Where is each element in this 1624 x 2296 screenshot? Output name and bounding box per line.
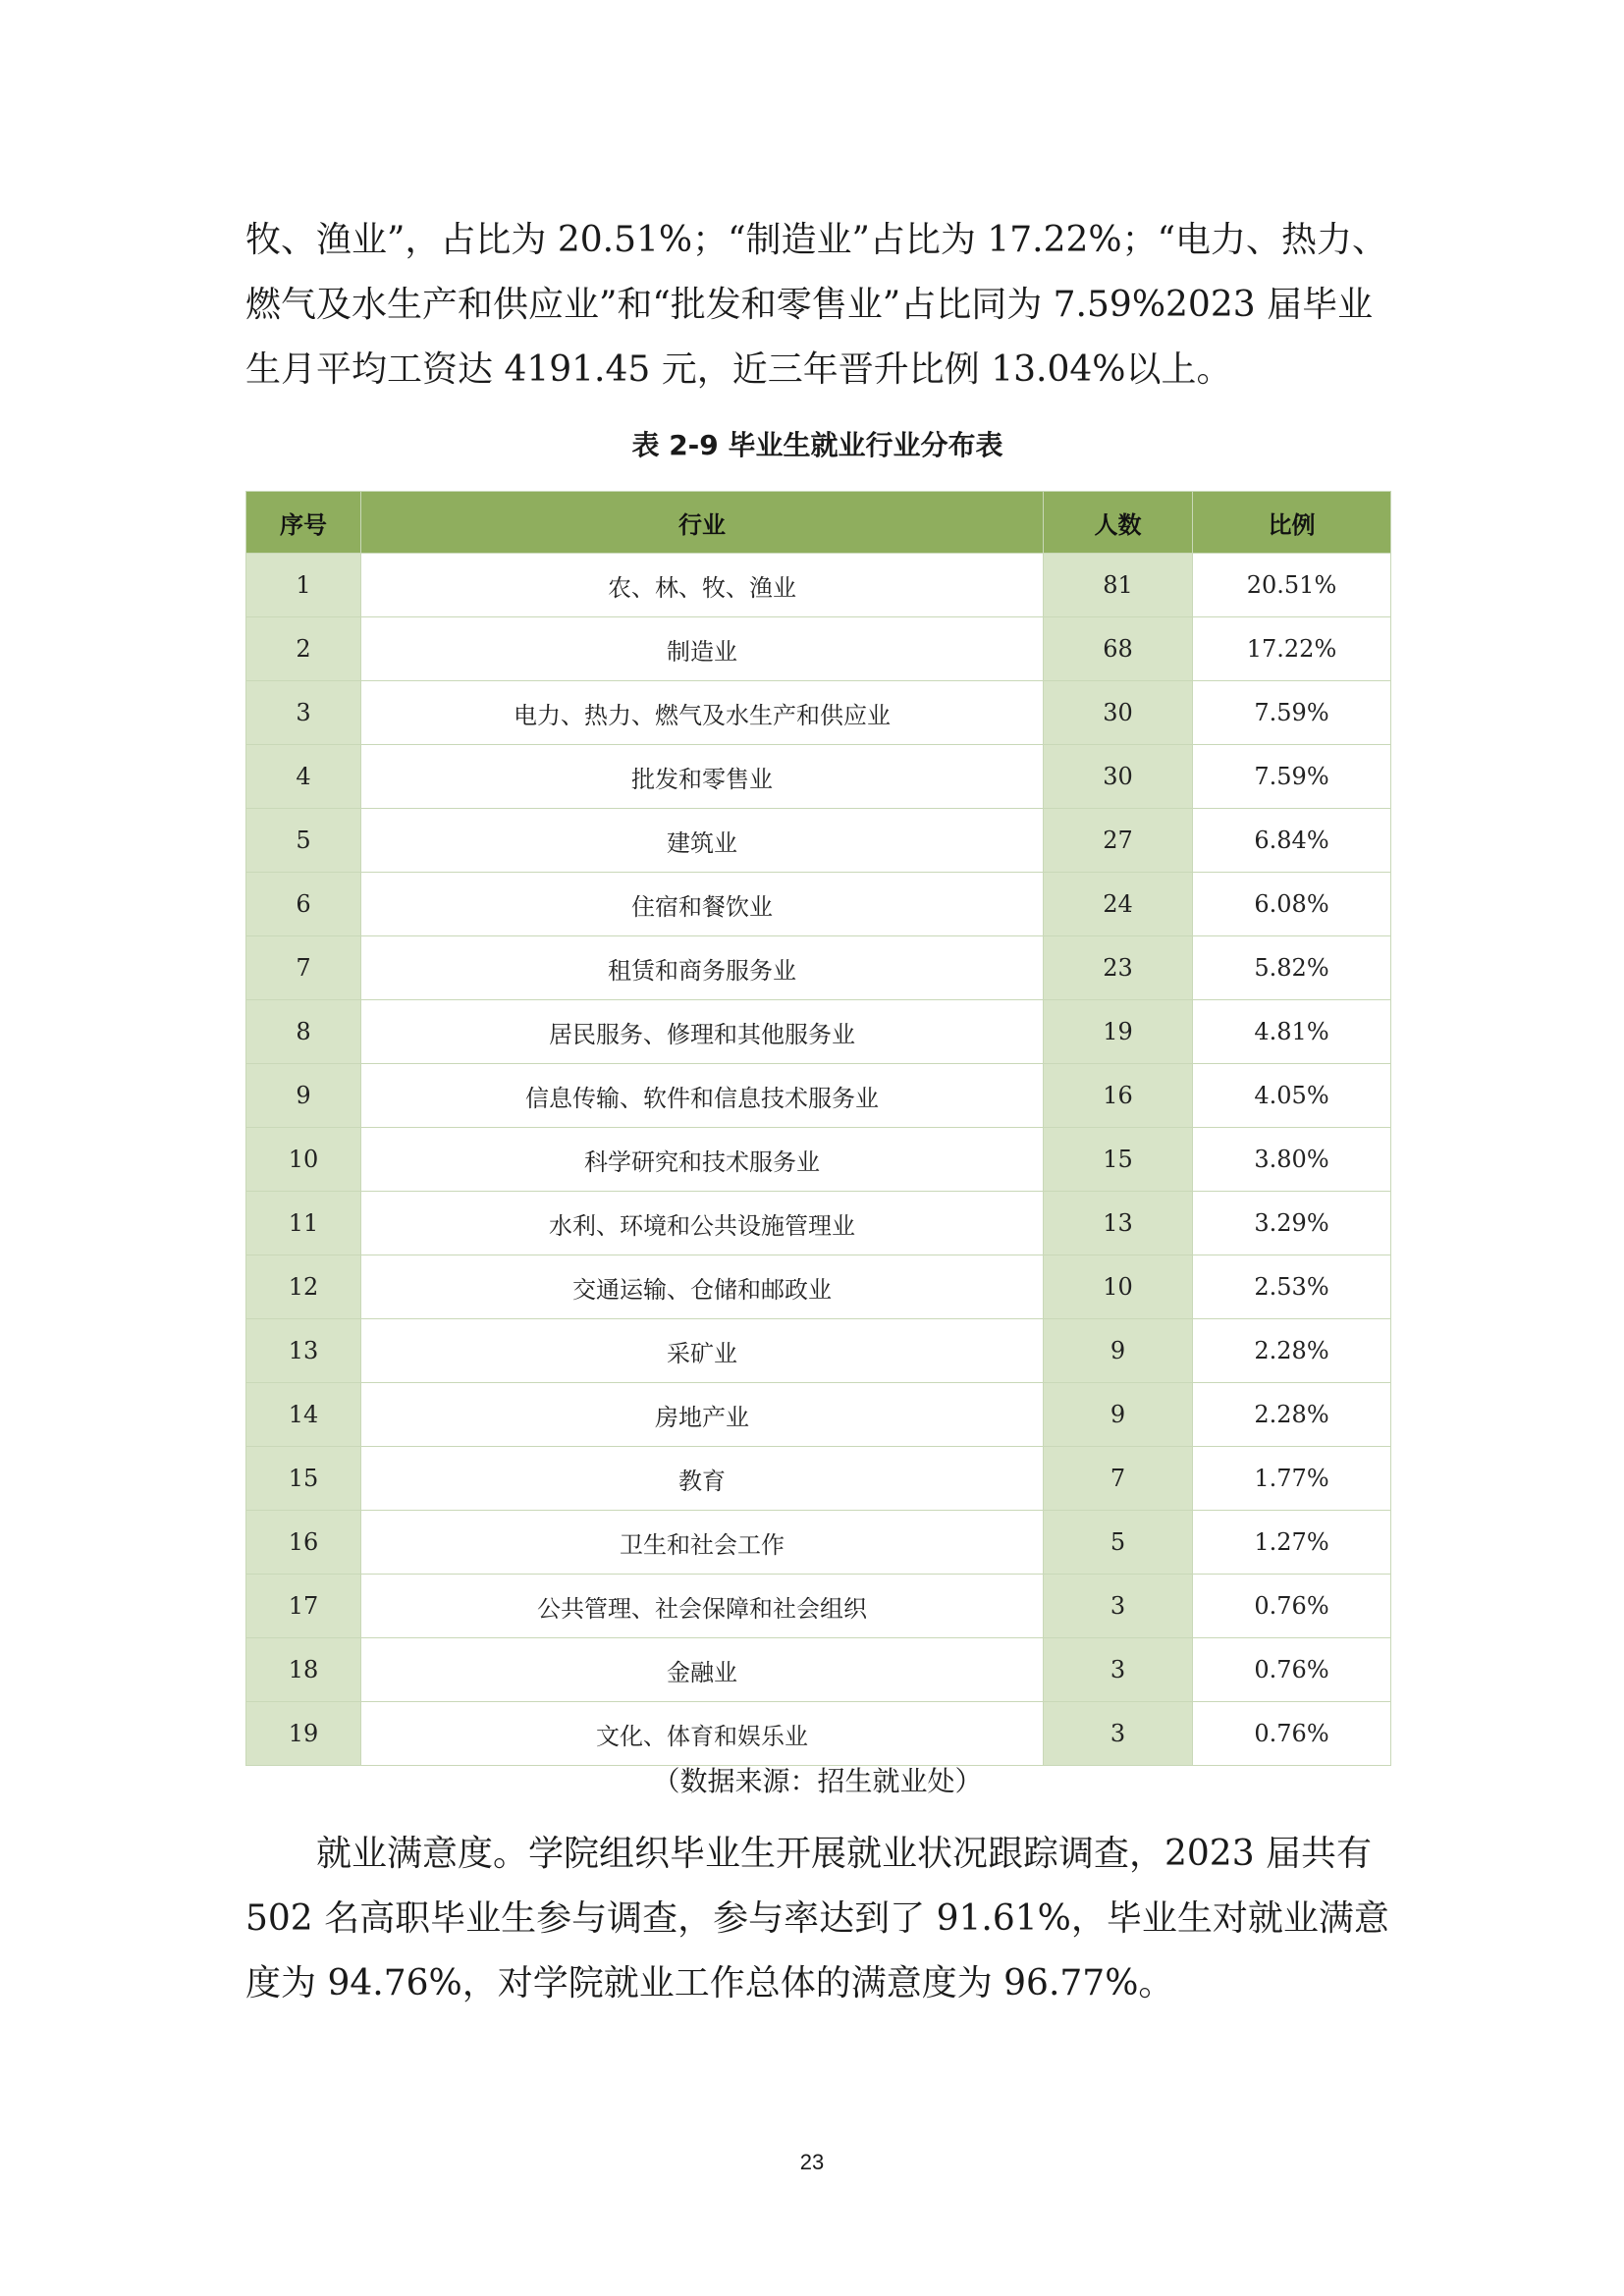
table-row (246, 1702, 1391, 1766)
table-row (246, 1192, 1391, 1255)
row-ratio: 0.76% (1193, 1702, 1391, 1766)
row-industry: 采矿业 (361, 1319, 1044, 1383)
row-ratio: 7.59% (1193, 745, 1391, 809)
row-index: 2 (246, 617, 361, 681)
table-row (246, 809, 1391, 873)
satisfaction-paragraph: 就业满意度。学院组织毕业生开展就业状况跟踪调查，2023 届共有 502 名高职毕业生参与调查，参与率达到了 91.61%，毕业生对就业满意度为 94.76%，对学院就业工作总体的满意度为 96.77%。 (245, 1834, 1389, 2003)
row-index: 1 (246, 554, 361, 617)
row-count: 9 (1044, 1383, 1193, 1447)
row-ratio: 5.82% (1193, 936, 1391, 1000)
table-row (246, 1511, 1391, 1575)
row-industry: 交通运输、仓储和邮政业 (361, 1255, 1044, 1319)
table-row (246, 1064, 1391, 1128)
row-ratio: 3.29% (1193, 1192, 1391, 1255)
row-index: 10 (246, 1128, 361, 1192)
row-ratio: 4.81% (1193, 1000, 1391, 1064)
row-index: 6 (246, 873, 361, 936)
row-industry: 公共管理、社会保障和社会组织 (361, 1575, 1044, 1638)
row-ratio: 2.28% (1193, 1383, 1391, 1447)
row-index: 14 (246, 1383, 361, 1447)
row-count: 24 (1044, 873, 1193, 936)
table-row (246, 745, 1391, 809)
row-count: 3 (1044, 1575, 1193, 1638)
row-ratio: 7.59% (1193, 681, 1391, 745)
row-industry: 批发和零售业 (361, 745, 1044, 809)
header-ratio: 比例 (1193, 492, 1391, 554)
table-header-row (246, 492, 1391, 554)
table-caption: 表 2-9 毕业生就业行业分布表 (631, 429, 1003, 461)
row-industry: 卫生和社会工作 (361, 1511, 1044, 1575)
row-count: 3 (1044, 1638, 1193, 1702)
table-row (246, 1447, 1391, 1511)
row-ratio: 2.28% (1193, 1319, 1391, 1383)
row-ratio: 2.53% (1193, 1255, 1391, 1319)
row-count: 13 (1044, 1192, 1193, 1255)
row-index: 19 (246, 1702, 361, 1766)
row-index: 5 (246, 809, 361, 873)
row-count: 30 (1044, 745, 1193, 809)
row-count: 16 (1044, 1064, 1193, 1128)
row-count: 10 (1044, 1255, 1193, 1319)
row-industry: 文化、体育和娱乐业 (361, 1702, 1044, 1766)
row-industry: 金融业 (361, 1638, 1044, 1702)
row-count: 15 (1044, 1128, 1193, 1192)
row-index: 15 (246, 1447, 361, 1511)
row-count: 23 (1044, 936, 1193, 1000)
row-ratio: 0.76% (1193, 1638, 1391, 1702)
row-index: 18 (246, 1638, 361, 1702)
row-industry: 房地产业 (361, 1383, 1044, 1447)
row-count: 19 (1044, 1000, 1193, 1064)
row-count: 27 (1044, 809, 1193, 873)
row-index: 4 (246, 745, 361, 809)
row-index: 13 (246, 1319, 361, 1383)
row-industry: 教育 (361, 1447, 1044, 1511)
row-count: 68 (1044, 617, 1193, 681)
table-row (246, 681, 1391, 745)
row-ratio: 1.77% (1193, 1447, 1391, 1511)
row-ratio: 17.22% (1193, 617, 1391, 681)
table-row (246, 1128, 1391, 1192)
row-ratio: 3.80% (1193, 1128, 1391, 1192)
table-row (246, 1638, 1391, 1702)
row-index: 7 (246, 936, 361, 1000)
row-index: 16 (246, 1511, 361, 1575)
row-count: 5 (1044, 1511, 1193, 1575)
row-ratio: 20.51% (1193, 554, 1391, 617)
row-industry: 农、林、牧、渔业 (361, 554, 1044, 617)
row-ratio: 6.84% (1193, 809, 1391, 873)
row-industry: 电力、热力、燃气及水生产和供应业 (361, 681, 1044, 745)
row-industry: 信息传输、软件和信息技术服务业 (361, 1064, 1044, 1128)
intro-paragraph: 牧、渔业”，占比为 20.51%；“制造业”占比为 17.22%；“电力、热力、燃气及水生产和供应业”和“批发和零售业”占比同为 7.59%2023 届毕业生月平均工资达 4191.45 元，近三年晋升比例 13.04%以上。 (245, 220, 1388, 390)
row-industry: 建筑业 (361, 809, 1044, 873)
row-index: 17 (246, 1575, 361, 1638)
row-index: 8 (246, 1000, 361, 1064)
table-row (246, 873, 1391, 936)
table-row (246, 617, 1391, 681)
row-industry: 租赁和商务服务业 (361, 936, 1044, 1000)
header-industry: 行业 (361, 492, 1044, 554)
row-industry: 制造业 (361, 617, 1044, 681)
row-count: 30 (1044, 681, 1193, 745)
row-count: 3 (1044, 1702, 1193, 1766)
table-row (246, 936, 1391, 1000)
row-industry: 科学研究和技术服务业 (361, 1128, 1044, 1192)
row-count: 9 (1044, 1319, 1193, 1383)
table-row (246, 1383, 1391, 1447)
header-index: 序号 (246, 492, 361, 554)
row-index: 12 (246, 1255, 361, 1319)
row-ratio: 4.05% (1193, 1064, 1391, 1128)
row-count: 7 (1044, 1447, 1193, 1511)
page-number: 23 (799, 2150, 825, 2174)
row-ratio: 0.76% (1193, 1575, 1391, 1638)
table-row (246, 1575, 1391, 1638)
row-ratio: 6.08% (1193, 873, 1391, 936)
row-ratio: 1.27% (1193, 1511, 1391, 1575)
row-industry: 居民服务、修理和其他服务业 (361, 1000, 1044, 1064)
table-row (246, 554, 1391, 617)
table-row (246, 1255, 1391, 1319)
source-note: （数据来源：招生就业处） (652, 1765, 983, 1797)
row-index: 9 (246, 1064, 361, 1128)
row-index: 3 (246, 681, 361, 745)
row-industry: 住宿和餐饮业 (361, 873, 1044, 936)
header-count: 人数 (1044, 492, 1193, 554)
row-index: 11 (246, 1192, 361, 1255)
row-industry: 水利、环境和公共设施管理业 (361, 1192, 1044, 1255)
table-row (246, 1319, 1391, 1383)
table-row (246, 1000, 1391, 1064)
industry-distribution-table (245, 491, 1391, 1766)
row-count: 81 (1044, 554, 1193, 617)
